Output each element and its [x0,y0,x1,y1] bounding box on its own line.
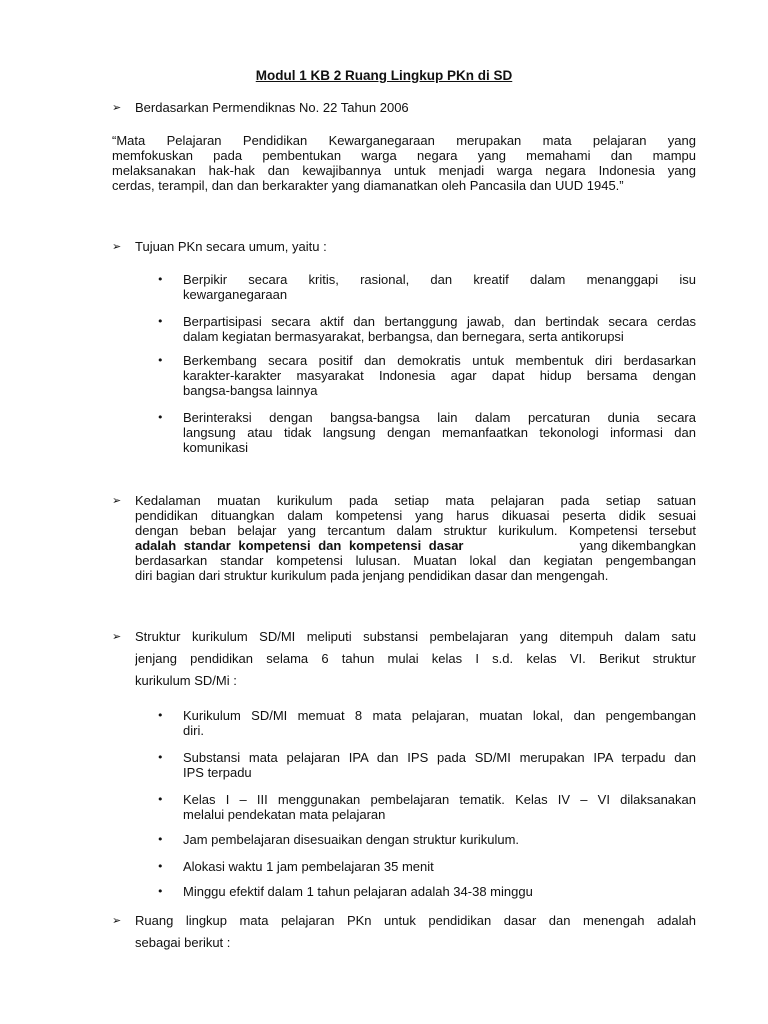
struct-item: • Substansi mata pelajaran IPA dan IPS pada SD/MI merupakan IPA terpadu dan IPS terpadu [157,750,696,780]
section-text: Tujuan PKn secara umum, yaitu : [135,239,327,254]
section-ruang-lingkup: ➢ Ruang lingkup mata pelajaran PKn untuk pendidikan dasar dan menengah adalah sebagai berikut : [135,910,696,954]
quote-line: cerdas, terampil, dan dan berkarakter yang diamanatkan oleh Pancasila dan UUD 1945.” [112,178,624,193]
struct-item: • Kelas I – III menggunakan pembelajaran tematik. Kelas IV – VI dilaksanakan melalui pendekatan mata pelajaran [157,792,696,822]
quote-line: melaksanakan hak-hak dan kewajibannya untuk menjadi warga negara Indonesia yang [112,163,696,178]
bullet-icon: • [157,751,164,764]
section-text: Berdasarkan Permendiknas No. 22 Tahun 2006 [135,100,409,115]
arrow-bullet-icon: ➢ [112,914,122,927]
arrow-bullet-icon: ➢ [112,101,122,114]
struct-item: • Minggu efektif dalam 1 tahun pelajaran adalah 34-38 minggu [157,884,533,899]
bullet-icon: • [157,860,164,873]
goal-item: • Berkembang secara positif dan demokratis untuk membentuk diri berdasarkan karakter-karakter masyarakat Indonesia agar dapat hidup bersama dengan bangsa-bangsa lainnya [157,353,696,398]
goal-item: • Berpartisipasi secara aktif dan bertanggung jawab, dan bertindak secara cerdas dalam kegiatan bermasyarakat, berbangsa, dan bernegara, serta antikorupsi [157,314,696,344]
bold-phrase: adalah standar kompetensi dan kompetensi dasar [135,538,464,553]
section-struktur-kurikulum: ➢ Struktur kurikulum SD/MI meliputi substansi pembelajaran yang ditempuh dalam satu jenjang pendidikan selama 6 tahun mulai kelas I s.d. kelas VI. Berikut struktur kurikulum SD/Mi : [135,626,696,692]
bullet-icon: • [157,709,164,722]
bullet-icon: • [157,833,164,846]
bullet-icon: • [157,315,164,328]
bullet-icon: • [157,793,164,806]
struct-item: • Kurikulum SD/MI memuat 8 mata pelajaran, muatan lokal, dan pengembangan diri. [157,708,696,738]
section-permendiknas [112,100,696,115]
struct-item: • Alokasi waktu 1 jam pembelajaran 35 menit [157,859,434,874]
bullet-icon: • [157,273,164,286]
struct-item: • Jam pembelajaran disesuaikan dengan struktur kurikulum. [157,832,520,847]
section-kedalaman-muatan: ➢ Kedalaman muatan kurikulum pada setiap mata pelajaran pada setiap satuan pendidikan dituangkan dalam kompetensi yang harus dikuasai peserta didik sesuai dengan beban belajar yang tercantum dalam struktur kurikulum. Kompetensi tersebut adalah standar kompetensi dan kompetensi dasar yang dikembangkan berdasarkan standar kompetensi lulusan. Muatan lokal dan kegiatan pengembangan diri bagian dari struktur kurikulum pada jenjang pendidikan dasar dan mengengah. [112,493,696,583]
bullet-icon: • [157,354,164,367]
bullet-icon: • [157,885,164,898]
quote-line: memfokuskan pada pembentukan warga negara yang memahami dan mampu [112,148,696,163]
quote-line: “Mata Pelajaran Pendidikan Kewarganegaraan merupakan mata pelajaran yang [112,133,696,148]
arrow-bullet-icon: ➢ [112,494,122,507]
arrow-bullet-icon: ➢ [112,240,122,253]
bullet-icon: • [157,411,164,424]
document-title: Modul 1 KB 2 Ruang Lingkup PKn di SD [255,68,513,83]
arrow-bullet-icon: ➢ [112,630,122,643]
goal-item: • Berpikir secara kritis, rasional, dan kreatif dalam menanggapi isu kewarganegaraan [157,272,696,302]
goal-item: • Berinteraksi dengan bangsa-bangsa lain dalam percaturan dunia secara langsung atau tidak langsung dengan memanfaatkan tekonologi informasi dan komunikasi [157,410,696,455]
definition-quote [112,133,696,193]
section-tujuan [112,239,696,254]
